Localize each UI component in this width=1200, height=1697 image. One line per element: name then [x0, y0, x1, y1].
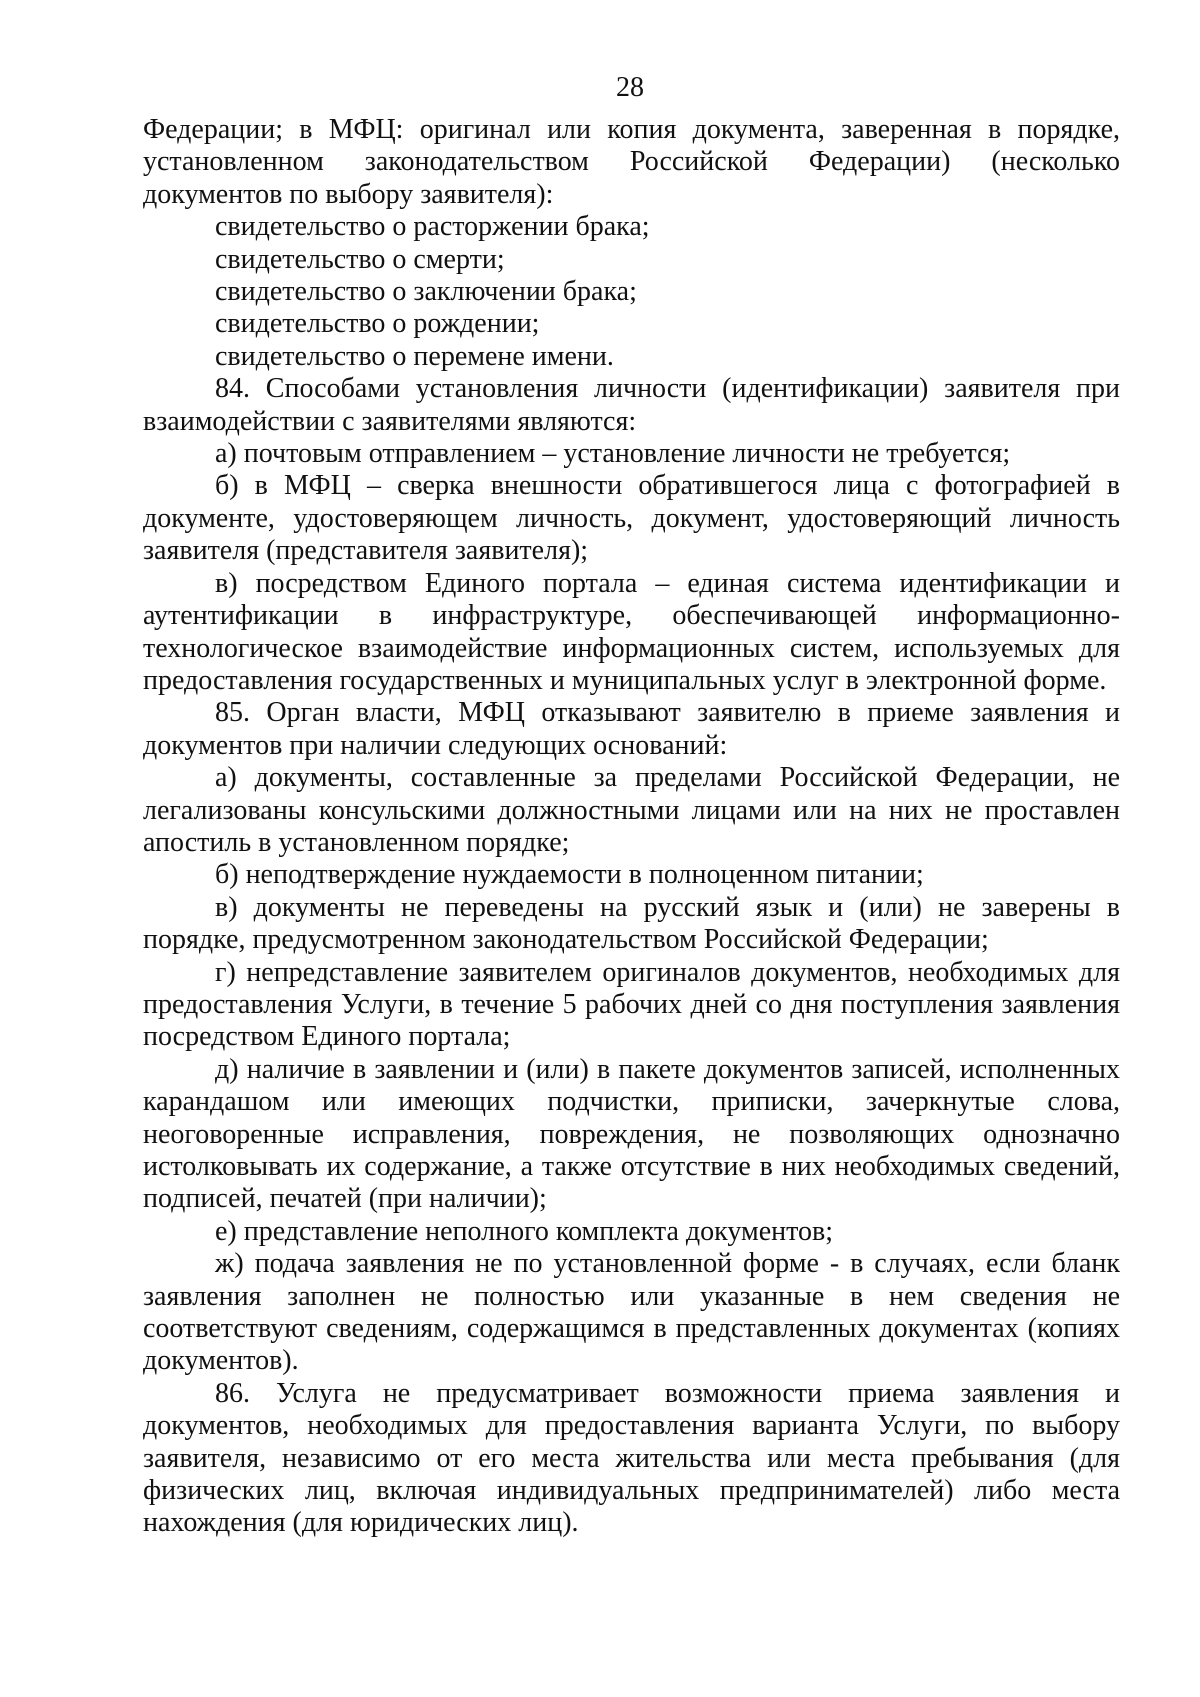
- paragraph-86: 86. Услуга не предусматривает возможности приема заявления и документов, необходимых для предоставления варианта Услуги, по выбору заявителя, независимо от его места жительства или места пребывания (для физических лиц, включая индивидуальных предпринимателей) либо места нахождения (для юридических лиц).: [143, 1377, 1120, 1539]
- paragraph-85-v: в) документы не переведены на русский язык и (или) не заверены в порядке, предусмотренном законодательством Российской Федерации;: [143, 891, 1120, 956]
- paragraph-85-a: а) документы, составленные за пределами Российской Федерации, не легализованы консульскими должностными лицами или на них не проставлен апостиль в установленном порядке;: [143, 762, 1120, 858]
- document-body: [143, 114, 1120, 1540]
- list-item-death-certificate: свидетельство о смерти;: [215, 243, 505, 275]
- list-item-birth-certificate: свидетельство о рождении;: [215, 308, 540, 340]
- paragraph-84-v: в) посредством Единого портала – единая система идентификации и аутентификации в инфраструктуре, обеспечивающей информационно-технологическое взаимодействие информационных систем, используемых для предоставления государственных и муниципальных услуг в электронной форме.: [143, 567, 1120, 696]
- paragraph-85-e: е) представление неполного комплекта документов;: [215, 1215, 833, 1247]
- paragraph-85-b: б) неподтверждение нуждаемости в полноценном питании;: [215, 859, 924, 891]
- list-item-name-change-certificate: свидетельство о перемене имени.: [215, 340, 614, 372]
- paragraph-85: 85. Орган власти, МФЦ отказывают заявителю в приеме заявления и документов при наличии следующих оснований:: [143, 697, 1120, 761]
- paragraph-85-d: д) наличие в заявлении и (или) в пакете документов записей, исполненных карандашом или имеющих подчистки, приписки, зачеркнутые слова, неоговоренные исправления, повреждения, не позволяющих однозначно истолковывать их содержание, а также отсутствие в них необходимых сведений, подписей, печатей (при наличии);: [143, 1053, 1120, 1215]
- paragraph-84-b: б) в МФЦ – сверка внешности обратившегося лица с фотографией в документе, удостоверяющем личность, документ, удостоверяющий личность заявителя (представителя заявителя);: [143, 470, 1120, 567]
- page-number: 28: [616, 72, 644, 103]
- paragraph-84: 84. Способами установления личности (идентификации) заявителя при взаимодействии с заявителями являются:: [143, 373, 1120, 437]
- paragraph-84-a: а) почтовым отправлением – установление личности не требуется;: [215, 438, 1011, 470]
- paragraph-85-zh: ж) подача заявления не по установленной форме - в случаях, если бланк заявления заполнен не полностью или указанные в нем сведения не соответствуют сведениям, содержащимся в представленных документах (копиях документов).: [143, 1248, 1120, 1377]
- list-item-divorce-certificate: свидетельство о расторжении брака;: [215, 211, 650, 243]
- list-item-marriage-certificate: свидетельство о заключении брака;: [215, 276, 637, 308]
- paragraph-85-g: г) непредставление заявителем оригиналов документов, необходимых для предоставления Услуги, в течение 5 рабочих дней со дня поступления заявления посредством Единого портала;: [143, 956, 1120, 1053]
- paragraph-continuation: Федерации; в МФЦ: оригинал или копия документа, заверенная в порядке, установленном законодательством Российской Федерации) (несколько документов по выбору заявителя):: [143, 114, 1120, 210]
